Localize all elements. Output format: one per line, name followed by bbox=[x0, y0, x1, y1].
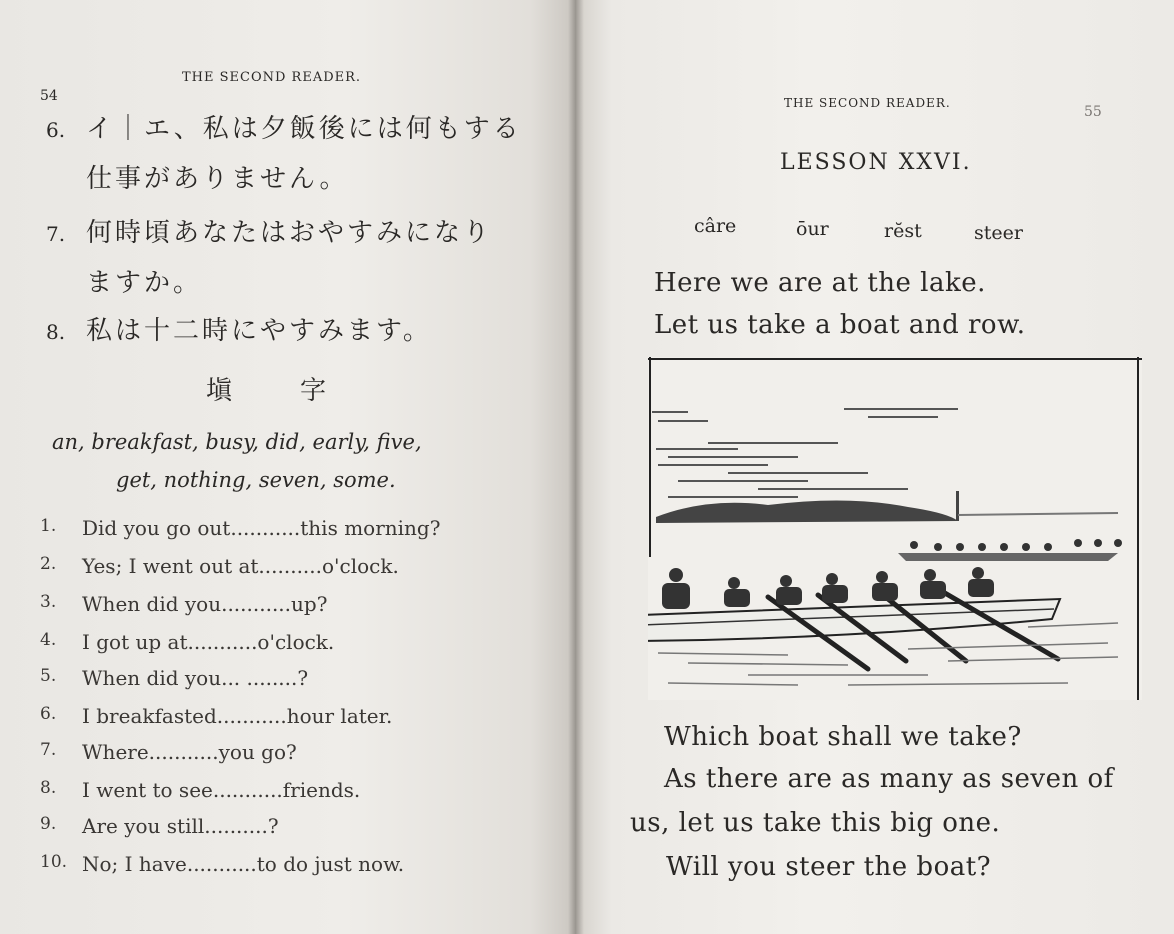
exercise-number: 2. bbox=[40, 554, 57, 574]
exercise-number: 6. bbox=[40, 704, 57, 724]
jp-sentence-number: 7. bbox=[46, 222, 66, 246]
right-running-head: THE SECOND READER. bbox=[784, 96, 951, 110]
section-heading-char: 字 bbox=[300, 376, 330, 406]
vocab-line: get, nothing, seven, some. bbox=[116, 468, 396, 492]
exercise-row bbox=[40, 740, 540, 770]
right-page-number: 55 bbox=[1084, 104, 1102, 120]
exercise-text: I got up at...........o'clock. bbox=[82, 630, 335, 654]
jp-sentence-number: 6. bbox=[46, 118, 66, 142]
exercise-number: 1. bbox=[40, 516, 57, 536]
exercise-row bbox=[40, 852, 540, 882]
exercise-text: Did you go out...........this morning? bbox=[82, 516, 441, 540]
vocab-line: an, breakfast, busy, did, early, five, bbox=[52, 430, 422, 454]
exercise-text: Where...........you go? bbox=[82, 740, 297, 764]
exercise-number: 9. bbox=[40, 814, 57, 834]
pronunciation-word: rĕst bbox=[884, 220, 922, 242]
jp-sentence-line: 仕事がありません。 bbox=[86, 164, 349, 194]
exercise-row bbox=[40, 778, 540, 808]
exercise-number: 5. bbox=[40, 666, 57, 686]
exercise-row bbox=[40, 814, 540, 844]
rowing-illustration bbox=[648, 357, 1142, 700]
exercise-number: 7. bbox=[40, 740, 57, 760]
jp-sentence-line: 私は十二時にやすみます。 bbox=[86, 316, 432, 346]
exercise-row bbox=[40, 630, 540, 660]
exercise-number: 3. bbox=[40, 592, 57, 612]
exercise-number: 10. bbox=[40, 852, 68, 872]
closing-line: Which boat shall we take? bbox=[664, 722, 1022, 752]
exercise-text: Are you still..........? bbox=[82, 814, 279, 838]
exercise-row bbox=[40, 704, 540, 734]
section-heading-char: 塡 bbox=[206, 376, 236, 406]
exercise-number: 8. bbox=[40, 778, 57, 798]
jp-sentence-line: イ｜エ、私は夕飯後には何もする bbox=[86, 114, 522, 144]
pronunciation-word: steer bbox=[974, 222, 1023, 244]
exercise-text: I went to see...........friends. bbox=[82, 778, 361, 802]
lesson-title: LESSON XXVI. bbox=[780, 150, 972, 175]
left-running-head: THE SECOND READER. bbox=[182, 70, 362, 85]
jp-sentence-line: ますか。 bbox=[86, 268, 203, 298]
closing-line: As there are as many as seven of bbox=[664, 764, 1114, 794]
pronunciation-word: ōur bbox=[796, 218, 829, 240]
closing-line: Will you steer the boat? bbox=[666, 852, 992, 882]
exercise-text: When did you...........up? bbox=[82, 592, 328, 616]
exercise-row bbox=[40, 666, 540, 696]
exercise-text: No; I have...........to do just now. bbox=[82, 852, 405, 876]
exercise-row bbox=[40, 592, 540, 622]
exercise-text: I breakfasted...........hour later. bbox=[82, 704, 393, 728]
exercise-text: When did you... ........? bbox=[82, 666, 309, 690]
left-page-number: 54 bbox=[40, 88, 58, 104]
closing-line: us, let us take this big one. bbox=[630, 808, 1001, 838]
jp-sentence-number: 8. bbox=[46, 320, 66, 344]
intro-line: Let us take a boat and row. bbox=[654, 310, 1026, 340]
exercise-row bbox=[40, 516, 540, 546]
intro-line: Here we are at the lake. bbox=[654, 268, 986, 298]
pronunciation-word: câre bbox=[694, 215, 737, 237]
exercise-list bbox=[40, 516, 540, 896]
exercise-row bbox=[40, 554, 540, 584]
exercise-number: 4. bbox=[40, 630, 57, 650]
exercise-text: Yes; I went out at..........o'clock. bbox=[82, 554, 399, 578]
jp-sentence-line: 何時頃あなたはおやすみになり bbox=[86, 218, 493, 248]
book-gutter bbox=[568, 0, 584, 934]
